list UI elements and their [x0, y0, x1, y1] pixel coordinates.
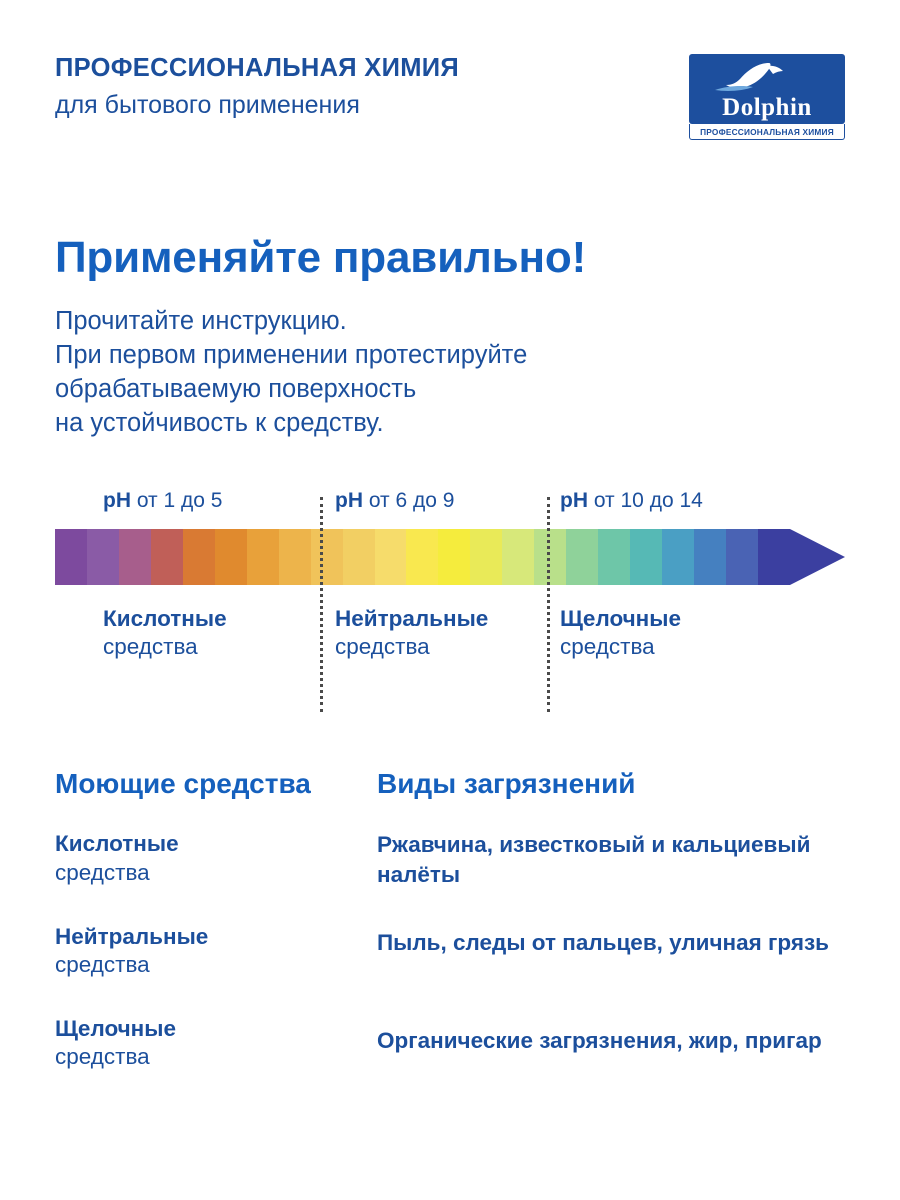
product-type-sub: средства: [55, 859, 150, 885]
dirt-type-value: Пыль, следы от пальцев, уличная грязь: [377, 930, 829, 956]
ph-arrow-icon: [790, 529, 845, 585]
ph-category-labels: [55, 605, 845, 661]
table-row: [55, 830, 377, 886]
ph-color-segment-19: [630, 529, 662, 585]
ph-color-segment-20: [662, 529, 694, 585]
dirt-types-column-header: Виды загрязнений: [377, 768, 636, 800]
ph-color-segment-16: [534, 529, 566, 585]
ph-category-neutral-sub: средства: [335, 633, 430, 659]
ph-category-acid-sub: средства: [103, 633, 198, 659]
header-title: ПРОФЕССИОНАЛЬНАЯ ХИМИЯ: [55, 54, 460, 82]
header-text: [55, 52, 459, 121]
ph-category-neutral-title: Нейтральные: [335, 605, 489, 631]
brand-logo: [689, 54, 845, 140]
ph-color-segment-9: [311, 529, 343, 585]
logo-caption: ПРОФЕССИОНАЛЬНАЯ ХИМИЯ: [689, 124, 845, 140]
products-table: [55, 768, 845, 1124]
products-column: [55, 768, 377, 1124]
ph-range-acid: [55, 489, 300, 513]
header: [55, 0, 845, 140]
ph-color-segment-18: [598, 529, 630, 585]
ph-category-alkaline: [528, 605, 681, 661]
page-title: Применяйте правильно!: [55, 233, 587, 282]
ph-category-neutral: [300, 605, 528, 661]
divider-neutral-alkaline: [547, 497, 550, 712]
ph-color-segment-23: [758, 529, 790, 585]
intro-line-2: При первом применении протестируйте: [55, 340, 528, 369]
dirt-types-column: [377, 768, 845, 1124]
ph-color-segment-15: [502, 529, 534, 585]
ph-range-alkaline-text: от 10 до 14: [588, 488, 703, 512]
ph-category-alkaline-title: Щелочные: [560, 605, 682, 631]
ph-color-segment-4: [151, 529, 183, 585]
ph-range-neutral: [300, 489, 528, 513]
ph-category-alkaline-sub: средства: [560, 633, 655, 659]
ph-color-segment-6: [215, 529, 247, 585]
ph-color-segment-1: [55, 529, 87, 585]
ph-range-neutral-text: от 6 до 9: [363, 488, 455, 512]
ph-color-segment-2: [87, 529, 119, 585]
ph-color-segment-22: [726, 529, 758, 585]
ph-gradient-segments: [55, 529, 790, 585]
ph-color-segment-21: [694, 529, 726, 585]
ph-prefix-neutral: pH: [335, 488, 363, 512]
divider-acid-neutral: [320, 497, 323, 712]
table-row: [55, 1015, 377, 1071]
ph-prefix-alkaline: pH: [560, 488, 588, 512]
table-row: [55, 923, 377, 979]
ph-prefix-acid: pH: [103, 488, 131, 512]
ph-range-alkaline: [528, 489, 703, 513]
intro-line-4: на устойчивость к средству.: [55, 408, 384, 437]
logo-box: [689, 54, 845, 124]
ph-color-segment-5: [183, 529, 215, 585]
ph-category-acid-title: Кислотные: [103, 605, 227, 631]
header-subtitle: для бытового применения: [55, 90, 360, 119]
products-column-header: Моющие средства: [55, 768, 311, 800]
dirt-type-value: Ржавчина, известковый и кальциевый налёты: [377, 832, 811, 887]
ph-color-segment-11: [375, 529, 407, 585]
ph-color-segment-3: [119, 529, 151, 585]
ph-color-segment-7: [247, 529, 279, 585]
ph-color-segment-12: [406, 529, 438, 585]
ph-range-labels: [55, 489, 845, 513]
ph-color-segment-17: [566, 529, 598, 585]
intro-text: [55, 305, 845, 441]
ph-color-segment-13: [438, 529, 470, 585]
ph-color-segment-8: [279, 529, 311, 585]
product-type-sub: средства: [55, 951, 150, 977]
ph-color-segment-10: [343, 529, 375, 585]
dolphin-icon: [689, 60, 845, 94]
product-type-sub: средства: [55, 1044, 150, 1070]
ph-category-acid: [55, 605, 300, 661]
ph-range-acid-text: от 1 до 5: [131, 488, 223, 512]
intro-line-1: Прочитайте инструкцию.: [55, 307, 347, 335]
dirt-type-value: Органические загрязнения, жир, пригар: [377, 1028, 822, 1054]
product-type-title: Кислотные: [55, 831, 179, 857]
product-type-title: Нейтральные: [55, 923, 209, 949]
product-type-title: Щелочные: [55, 1015, 177, 1041]
intro-line-3: обрабатываемую поверхность: [55, 374, 417, 403]
logo-wordmark: Dolphin: [722, 94, 812, 121]
ph-scale-block: [55, 489, 845, 661]
ph-color-segment-14: [470, 529, 502, 585]
ph-gradient-bar: [55, 529, 845, 585]
